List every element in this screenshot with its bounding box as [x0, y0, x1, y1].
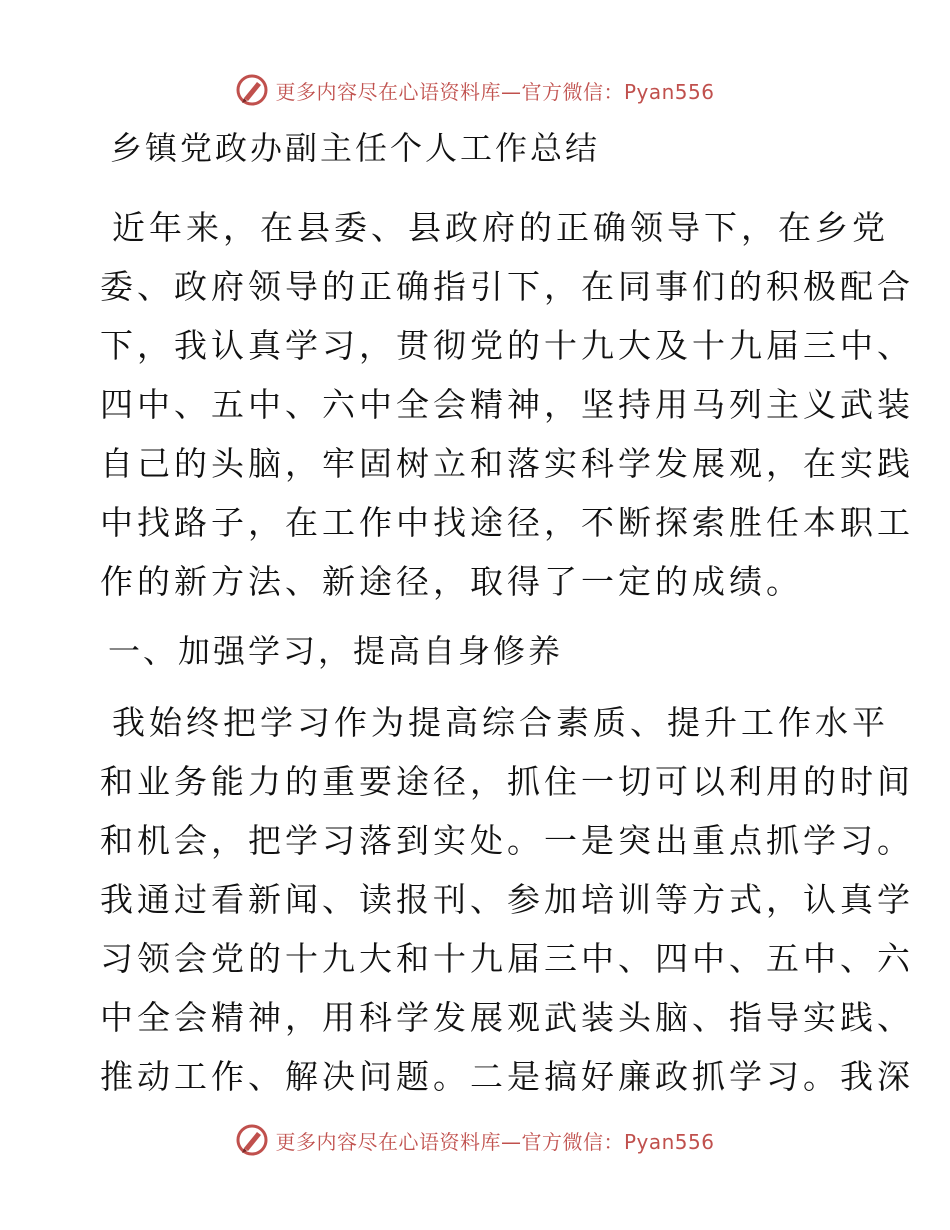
paragraph-line: 委、政府领导的正确指引下，在同事们的积极配合 [100, 267, 914, 306]
paragraph-line: 自己的头脑，牢固树立和落实科学发展观，在实践 [100, 444, 914, 483]
paragraph-line: 和业务能力的重要途径，抓住一切可以利用的时间 [100, 762, 914, 801]
header-watermark-text: 更多内容尽在心语资料库—官方微信：Pyan556 [275, 79, 715, 104]
paragraph-line: 近年来，在县委、县政府的正确领导下，在乡党 [112, 208, 889, 247]
paragraph-line: 和机会，把学习落到实处。一是突出重点抓学习。 [100, 821, 914, 860]
footer-watermark-banner [0, 1120, 950, 1160]
paragraph-line: 作的新方法、新途径，取得了一定的成绩。 [100, 562, 803, 601]
paragraph-intro [100, 198, 914, 611]
paragraph-line: 中找路子，在工作中找途径，不断探索胜任本职工 [100, 503, 914, 542]
document-title: 乡镇党政办副主任个人工作总结 [110, 129, 601, 167]
paragraph-line: 习领会党的十九大和十九届三中、四中、五中、六 [100, 939, 914, 978]
paragraph-line: 下，我认真学习，贯彻党的十九大及十九届三中、 [100, 326, 914, 365]
paragraph-study [100, 693, 914, 1106]
paragraph-line: 四中、五中、六中全会精神，坚持用马列主义武装 [100, 385, 914, 424]
pen-logo-icon [235, 73, 269, 107]
pen-logo-icon [235, 1123, 269, 1157]
paragraph-line: 中全会精神，用科学发展观武装头脑、指导实践、 [100, 998, 914, 1037]
section-heading: 一、加强学习，提高自身修养 [108, 632, 564, 670]
header-watermark-banner [0, 70, 950, 110]
document-body [100, 120, 914, 1106]
paragraph-line: 推动工作、解决问题。二是搞好廉政抓学习。我深 [100, 1057, 914, 1096]
paragraph-line: 我通过看新闻、读报刊、参加培训等方式，认真学 [100, 880, 914, 919]
footer-watermark-text: 更多内容尽在心语资料库—官方微信：Pyan556 [275, 1129, 715, 1154]
paragraph-line: 我始终把学习作为提高综合素质、提升工作水平 [112, 703, 889, 742]
